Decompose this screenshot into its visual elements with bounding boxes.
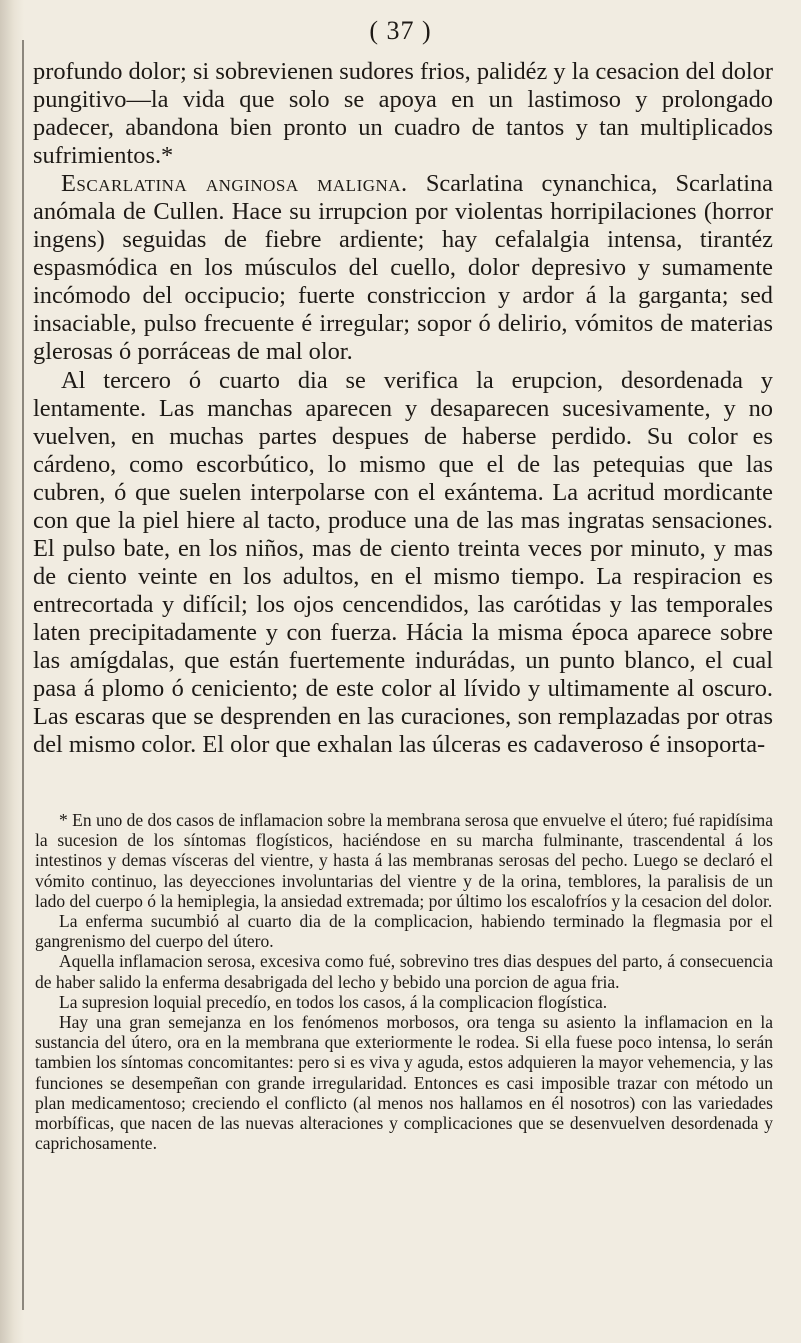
footnote-3: Aquella inflamacion serosa, excesiva como fué, sobrevino tres dias despues del parto, á consecuencia de haber salido la enferma desabrigada del lecho y bebido una porcion de agua fria. (35, 951, 773, 992)
paragraph-3: Al tercero ó cuarto dia se verifica la erupcion, desordenada y lentamente. Las manchas aparecen y desaparecen sucesivamente, y no vuelven, en muchas partes despues de haberse perdido. Su color es cárdeno, como escorbútico, lo mismo que el de las petequias que las cubren, ó que suelen interpolarse con el exántema. La acritud mordicante con que la piel hiere al tacto, produce una de las mas ingratas sensaciones. El pulso bate, en los niños, mas de ciento treinta veces por minuto, y mas de ciento veinte en los adultos, en el mismo tiempo. La respiracion es entrecortada y difícil; los ojos cencendidos, las carótidas y las temporales laten precipitadamente y con fuerza. Hácia la misma época aparece sobre las amígdalas, que están fuertemente indurádas, un punto blanco, el cual pasa á plomo ó ceniciento; de este color al lívido y ultimamente al oscuro. Las escaras que se desprenden en las curaciones, son remplazadas por otras del mismo color. El olor que exhalan las úlceras es cadaveroso é insoporta- (33, 366, 773, 759)
main-text (33, 58, 773, 759)
disease-heading: Escarlatina anginosa maligna. (61, 170, 408, 198)
page-gutter (0, 0, 24, 1343)
page-number: ( 37 ) (369, 16, 432, 45)
paragraph-2-text: Scarlatina cynanchica, Scarlatina anómala de Cullen. Hace su irrupcion por violentas horripilaciones (horror ingens) seguidas de fiebre ardiente; hay cefalalgia intensa, tirantéz espasmódica en los músculos del cuello, dolor depresivo y sumamente incómodo del occipucio; fuerte constriccion y ardor á la garganta; sed insaciable, pulso frecuente é irregular; sopor ó delirio, vómitos de materias glerosas ó porráceas de mal olor. (33, 170, 773, 366)
paragraph-1: profundo dolor; si sobrevienen sudores frios, palidéz y la cesacion del dolor pungitivo—la vida que solo se apoya en un lastimoso y prolongado padecer, abandona bien pronto un cuadro de tantos y tan multiplicados sufrimientos.* (33, 58, 773, 170)
binding-edge (22, 40, 24, 1310)
footnote-1: * En uno de dos casos de inflamacion sobre la membrana serosa que envuelve el útero; fué rapidísima la sucesion de los síntomas flogísticos, haciéndose en su marcha fulminante, trascendental á los intestinos y demas vísceras del vientre, y hasta á las membranas serosas del pecho. Luego se declaró el vómito continuo, las deyecciones involuntarias del vientre y de la orina, temblores, la paralisis de un lado del cuerpo ó la hemiplegia, la ansiedad extremada; por último los escalofríos y la cesacion del dolor. (35, 810, 773, 911)
footnote-2: La enferma sucumbió al cuarto dia de la complicacion, habiendo terminado la flegmasia por el gangrenismo del cuerpo del útero. (35, 911, 773, 952)
footnotes (35, 810, 773, 1153)
footnote-4: La supresion loquial precedío, en todos los casos, á la complicacion flogística. (59, 991, 608, 1012)
footnote-5: Hay una gran semejanza en los fenómenos morbosos, ora tenga su asiento la inflamacion en la sustancia del útero, ora en la membrana que exteriormente le rodea. Si ella fuese poco intensa, lo serán tambien los síntomas concomitantes: pero si es viva y aguda, estos adquieren la mayor vehemencia, y las funciones se desempeñan con grande irregularidad. Entonces es casi imposible trazar con método un plan medicamentoso; creciendo el conflicto (al menos nos hallamos en él nosotros) con las variedades morbíficas, que nacen de las nuevas alteraciones y complicaciones que se desenvuelven desordenada y caprichosamente. (35, 1012, 773, 1154)
paragraph-2 (33, 170, 773, 366)
